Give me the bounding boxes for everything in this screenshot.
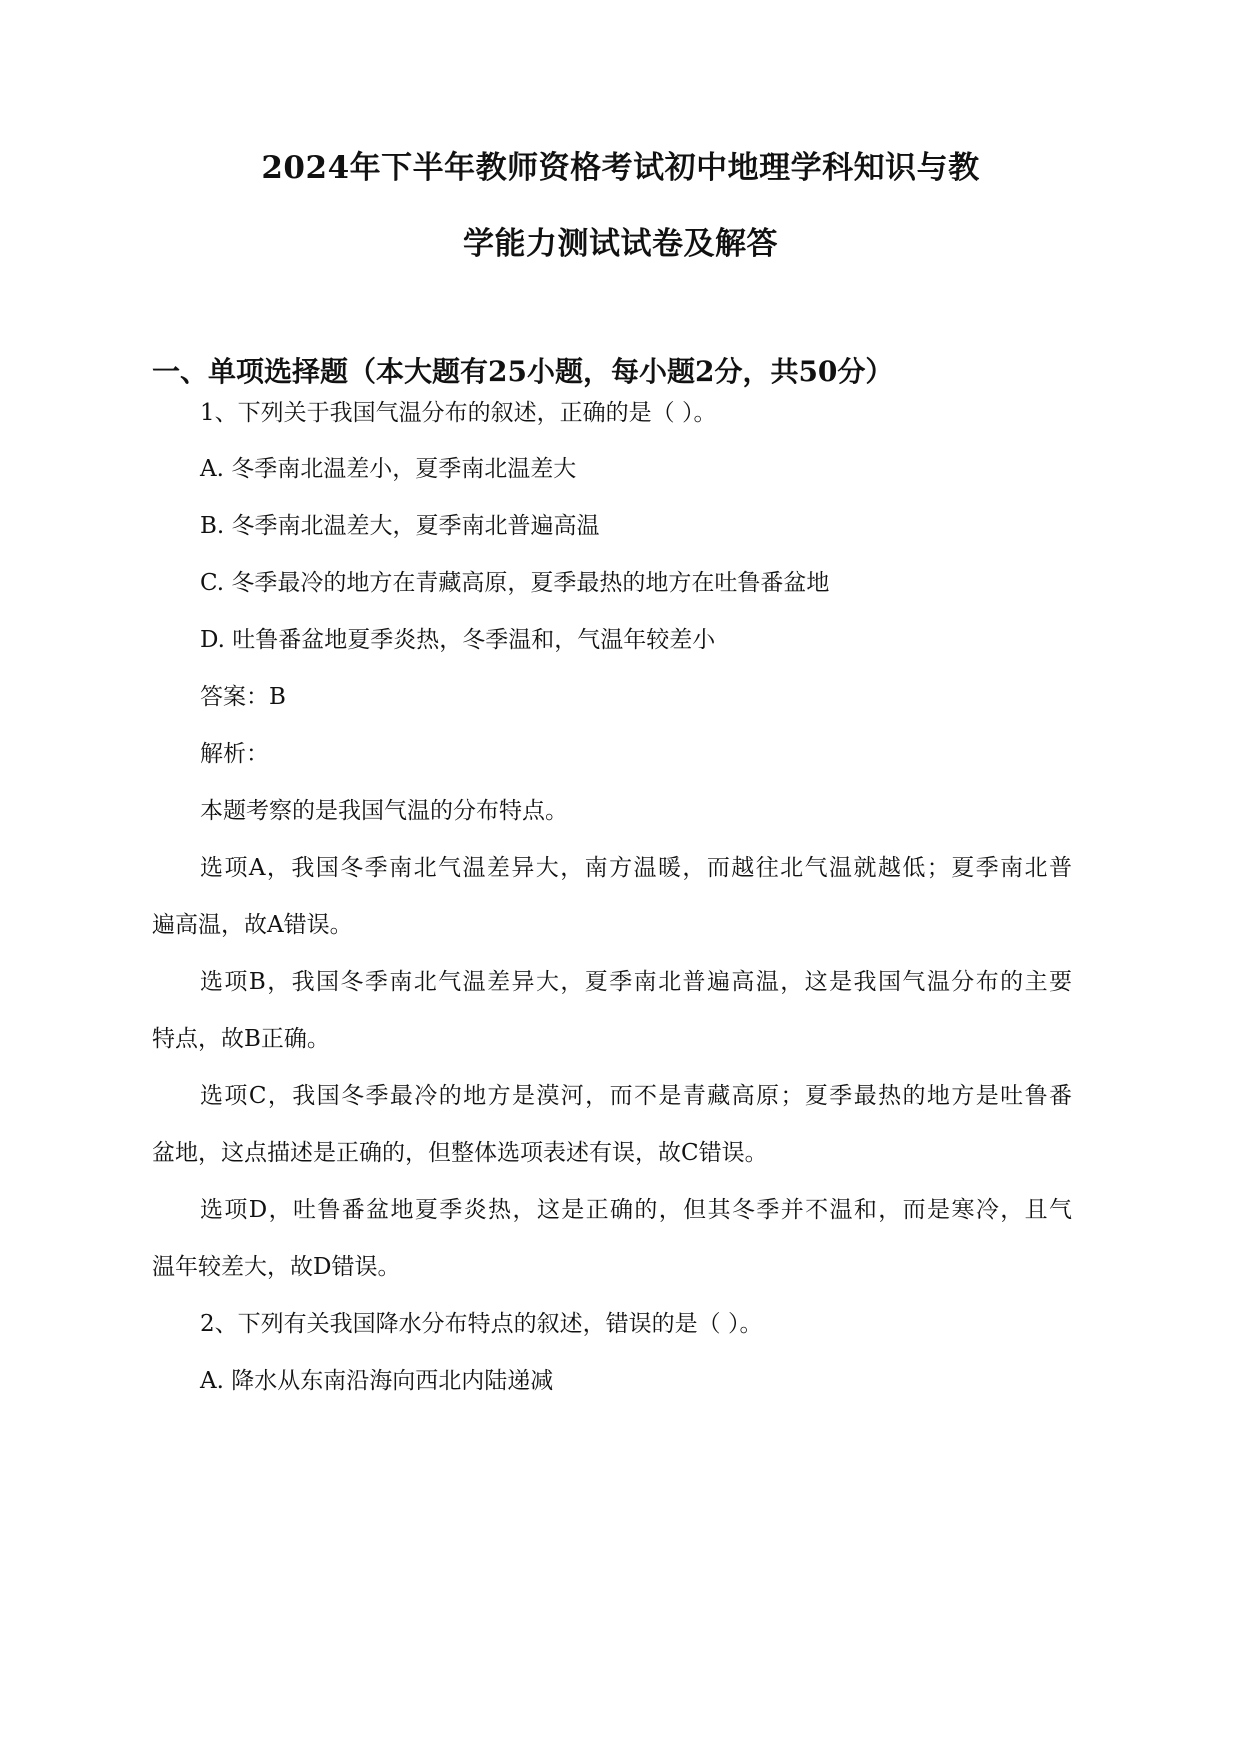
analysis-option-c-line-1: 选项C，我国冬季最冷的地方是漠河，而不是青藏高原；夏季最热的地方是吐鲁番 <box>200 1083 1072 1109</box>
question-1-option-b: B. 冬季南北温差大，夏季南北普遍高温 <box>200 513 600 539</box>
question-1-option-c: C. 冬季最冷的地方在青藏高原，夏季最热的地方在吐鲁番盆地 <box>200 570 830 596</box>
question-1-stem: 1、下列关于我国气温分布的叙述，正确的是（ ）。 <box>200 400 717 426</box>
question-1-answer: 答案：B <box>200 684 286 710</box>
question-1-option-d: D. 吐鲁番盆地夏季炎热，冬季温和，气温年较差小 <box>200 627 716 653</box>
question-1-analysis-intro: 本题考察的是我国气温的分布特点。 <box>200 798 568 824</box>
question-2-stem: 2、下列有关我国降水分布特点的叙述，错误的是（ ）。 <box>200 1311 763 1337</box>
analysis-option-b-line-1: 选项B，我国冬季南北气温差异大，夏季南北普遍高温，这是我国气温分布的主要 <box>200 969 1072 995</box>
document-title-line-2: 学能力测试试卷及解答 <box>463 226 778 262</box>
document-title-line-1: 2024年下半年教师资格考试初中地理学科知识与教 <box>261 150 980 186</box>
analysis-option-a-line-2: 遍高温，故A错误。 <box>152 912 353 938</box>
section-heading: 一、单项选择题（本大题有25小题，每小题2分，共50分） <box>152 355 894 388</box>
question-1-option-a: A. 冬季南北温差小，夏季南北温差大 <box>200 456 577 482</box>
analysis-option-b-line-2: 特点，故B正确。 <box>152 1026 330 1052</box>
analysis-option-d-line-1: 选项D，吐鲁番盆地夏季炎热，这是正确的，但其冬季并不温和，而是寒冷，且气 <box>200 1197 1072 1223</box>
analysis-option-d-line-2: 温年较差大，故D错误。 <box>152 1254 401 1280</box>
question-2-option-a: A. 降水从东南沿海向西北内陆递减 <box>200 1368 554 1394</box>
analysis-option-a-line-1: 选项A，我国冬季南北气温差异大，南方温暖，而越往北气温就越低；夏季南北普 <box>200 855 1072 881</box>
question-1-analysis-label: 解析： <box>200 741 269 767</box>
analysis-option-c-line-2: 盆地，这点描述是正确的，但整体选项表述有误，故C错误。 <box>152 1140 768 1166</box>
